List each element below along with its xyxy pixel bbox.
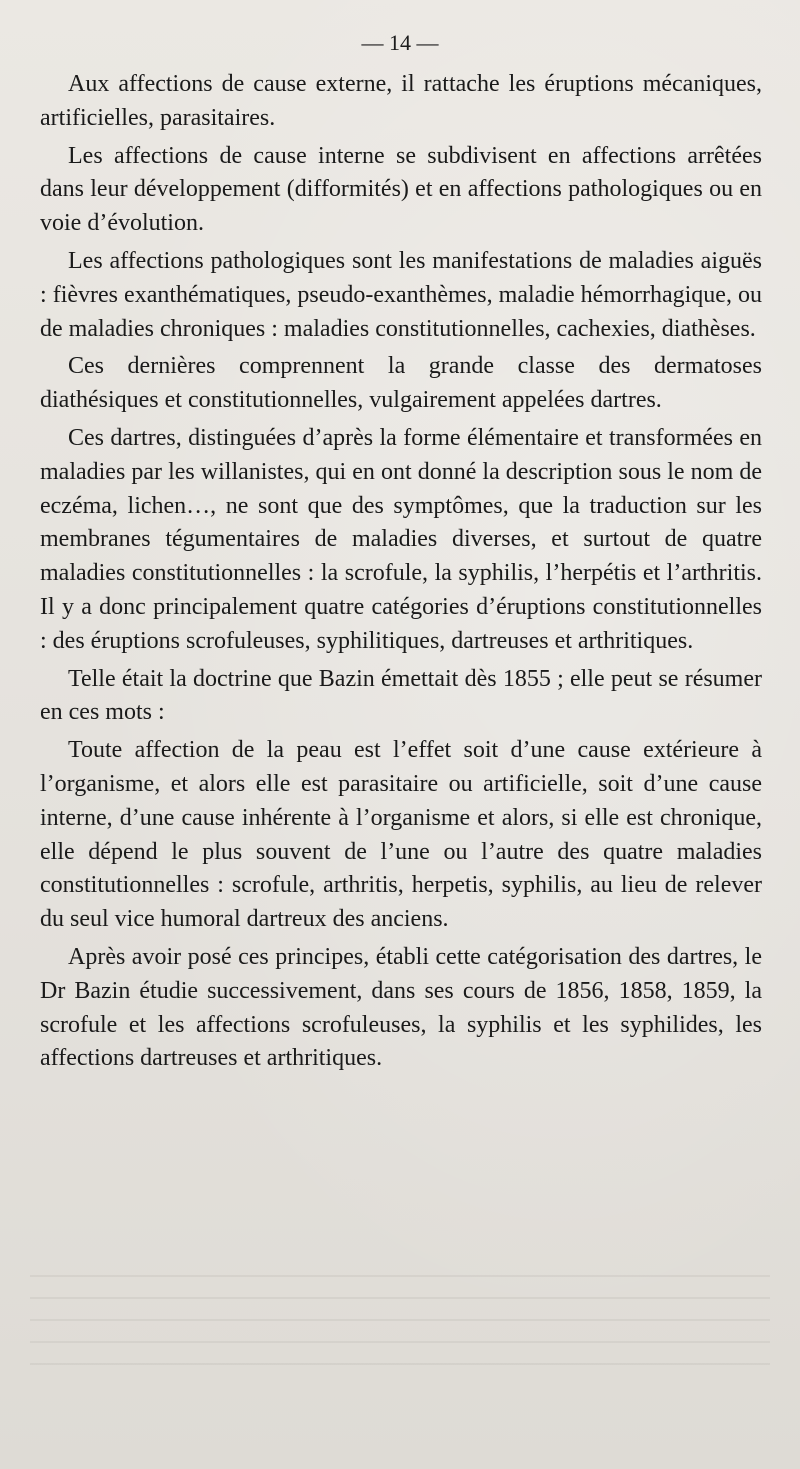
paragraph-7: Toute affection de la peau est l’effet soit d’une cause extérieure à l’organisme, et alors elle est parasitaire ou artificielle, soit d’une cause interne, d’une cause inhérente à l’organisme et alors, si elle est chronique, elle dépend le plus souvent de l’une ou l’autre des quatre maladies constitutionnelles : scrofule, arthritis, herpetis, syphilis, au lieu de relever du seul vice humoral dartreux des anciens. xyxy=(40,737,762,933)
bleed-through-texture xyxy=(30,1275,770,1365)
paragraph-8: Après avoir posé ces principes, établi cette catégorisation des dartres, le Dr Bazin étudie successivement, dans ses cours de 1856, 1858, 1859, la scrofule et les affections scrofuleuses, la syphilis et les syphilides, les affections dartreuses et arthritiques. xyxy=(40,943,762,1072)
paragraph-1: Aux affections de cause externe, il rattache les éruptions mécaniques, artificielles, parasitaires. xyxy=(40,71,762,131)
paragraph-3: Les affections pathologiques sont les manifestations de maladies aiguës : fièvres exanthématiques, pseudo-exanthèmes, maladie hémorrhagique, ou de maladies chroniques : maladies constitutionnelles, cachexies, diathèses. xyxy=(40,247,762,342)
paragraph-6: Telle était la doctrine que Bazin émettait dès 1855 ; elle peut se résumer en ces mots : xyxy=(40,665,762,726)
page-number: — 14 — xyxy=(361,30,439,55)
paragraph-2: Les affections de cause interne se subdivisent en affections arrêtées dans leur développement (difformités) et en affections pathologiques ou en voie d’évolution. xyxy=(40,142,762,237)
paragraph-5: Ces dartres, distinguées d’après la forme élémentaire et transformées en maladies par les willanistes, qui en ont donné la description sous le nom de eczéma, lichen…, ne sont que des symptômes, que la traduction sur les membranes tégumentaires de maladies diverses, et surtout de quatre maladies constitutionnelles : la scrofule, la syphilis, l’herpétis et l’arthritis. Il y a donc principalement quatre catégories d’éruptions constitutionnelles : des éruptions scrofuleuses, syphilitiques, dartreuses et arthritiques. xyxy=(40,424,762,654)
paragraph-4: Ces dernières comprennent la grande classe des dermatoses diathésiques et constitutionnelles, vulgairement appelées dartres. xyxy=(40,353,762,414)
body-text xyxy=(40,68,762,1076)
